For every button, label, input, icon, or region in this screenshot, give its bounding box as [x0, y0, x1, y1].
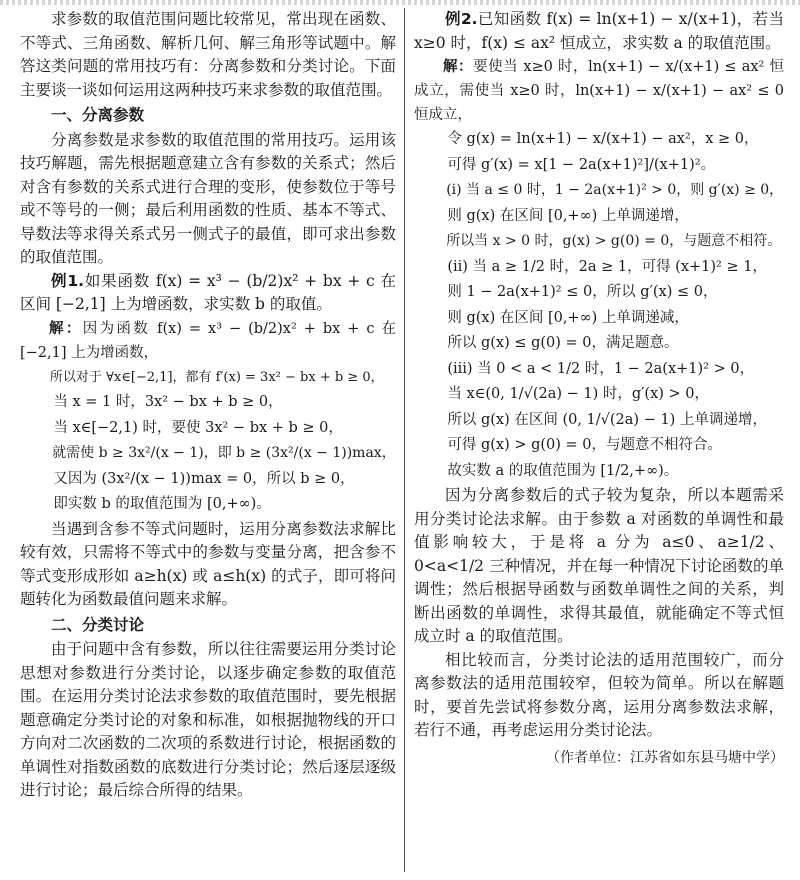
solution-1-line: 所以对于 ∀x∈[−2,1]，都有 f′(x) = 3x² − bx + b ≥ 0， — [49, 369, 384, 385]
intro-paragraph: 求参数的取值范围问题比较常见，常出现在函数、不等式、三角函数、解析几何、解三角形等试题中。解答这类问题的常用技巧有：分离参数和分类讨论。下面主要谈一谈如何运用这两种技巧来求参数的取值范围。 — [20, 10, 396, 99]
discussion-paragraph: 因为分离参数后的式子较为复杂，所以本题需采用分类讨论法求解。由于参数 a 对函数的单调性和最值影响较大，于是将 a 分为 a≤0、a≥1/2、0<a<1/2 三种情况，并在每一种情况下讨论函数的单调性；然后根据导函数与函数单调性之间的关系，判断出函数的单调性，求得其最值，就能确定不等式恒成立时 a 的取值范围。 — [414, 486, 784, 645]
left-column — [20, 8, 396, 876]
solution-2-line: 故实数 a 的取值范围为 [1/2,+∞)。 — [447, 462, 679, 479]
solution-2 — [414, 55, 784, 127]
solution-2-line: 所以当 x > 0 时，g(x) > g(0) = 0，与题意不相符。 — [446, 233, 782, 249]
example-2 — [414, 8, 784, 55]
solution-2-line: 所以 g(x) 在区间 (0, 1/√(2a) − 1) 上单调递增， — [447, 411, 767, 428]
solution-1-first: 因为函数 f(x) = x³ − (b/2)x² + bx + c 在 [−2,1] 上为增函数， — [20, 320, 396, 361]
solution-2-line: 令 g(x) = ln(x+1) − x/(x+1) − ax²，x ≥ 0， — [447, 131, 759, 147]
section-2-text: 由于问题中含有参数，所以往往需要运用分类讨论思想对参数进行分类讨论，以逐步确定参数的取值范围。在运用分类讨论法求参数的取值范围时，要先根据题意确定分类讨论的对象和标准，如根据抛物线的开口方向对二次函数的二次项的系数进行讨论，根据函数的单调性对指数函数的底数进行分类讨论；然后逐层逐级进行讨论；最后综合所得的结果。 — [20, 640, 396, 799]
solution-2-label: 解： — [443, 59, 474, 75]
section-2-title: 二、分类讨论 — [51, 615, 145, 634]
section-1-title: 一、分离参数 — [51, 106, 145, 124]
solution-2-line: 则 g(x) 在区间 [0,+∞) 上单调递增， — [447, 207, 689, 224]
example-2-label: 例2. — [445, 10, 478, 28]
solution-2-line: 则 g(x) 在区间 [0,+∞) 上单调递减， — [447, 309, 689, 326]
example-1-text: 如果函数 f(x) = x³ − (b/2)x² + bx + c 在区间 [−2,1] 上为增函数，求实数 b 的取值。 — [20, 271, 396, 313]
top-border — [0, 0, 800, 5]
example-1 — [20, 270, 396, 317]
solution-2-line: (ⅲ) 当 0 < a < 1/2 时，1 − 2a(x+1)² > 0， — [447, 360, 755, 377]
solution-1 — [20, 317, 396, 365]
solution-1-line: 当 x = 1 时，3x² − bx + b ≥ 0， — [53, 394, 283, 410]
example-2-text: 已知函数 f(x) = ln(x+1) − x/(x+1)，若当 x≥0 时，f(x) ≤ ax² 恒成立，求实数 a 的取值范围。 — [414, 10, 784, 52]
solution-2-first: 要使当 x≥0 时，ln(x+1) − x/(x+1) ≤ ax² 恒成立，需使当 x≥0 时，ln(x+1) − x/(x+1) − ax² ≤ 0 恒成立， — [414, 59, 785, 123]
solution-2-line: (ⅰ) 当 a ≤ 0 时，1 − 2a(x+1)² > 0，则 g′(x) ≥ 0， — [446, 182, 784, 198]
section-1-text: 分离参数是求参数的取值范围的常用技巧。运用该技巧解题，需先根据题意建立含有参数的关系式；然后对含有参数的关系式进行合理的变形，使参数位于等号或不等号的一侧；最后利用函数的性质、基本不等式、导数法等求得关系式另一侧式子的最值，即可求出参数的取值范围。 — [20, 130, 396, 266]
column-divider — [404, 8, 405, 872]
example-1-label: 例1. — [51, 271, 84, 290]
solution-1-line: 当 x∈[−2,1) 时，要使 3x² − bx + b ≥ 0， — [53, 419, 343, 436]
solution-1-line: 即实数 b 的取值范围为 [0,+∞)。 — [53, 496, 271, 512]
solution-2-line: 所以 g(x) ≤ g(0) = 0，满足题意。 — [447, 335, 679, 351]
section-1-summary: 当遇到含参不等式问题时，运用分离参数法求解比较有效，只需将不等式中的参数与变量分离，把含参不等式变形成形如 a≥h(x) 或 a≤h(x) 的式子，即可将问题转化为函数最值问题来求解。 — [20, 519, 396, 608]
solution-1-line: 就需使 b ≥ 3x²/(x − 1)，即 b ≥ (3x²/(x − 1))max， — [52, 445, 396, 461]
solution-2-line: 当 x∈(0, 1/√(2a) − 1) 时，g′(x) > 0， — [447, 386, 710, 402]
conclusion-paragraph: 相比较而言，分类讨论法的适用范围较广，而分离参数法的适用范围较窄，但较为简单。所以在解题时，要首先尝试将参数分离，运用分离参数法求解，若行不通，再考虑运用分类讨论法。 — [414, 650, 784, 739]
author-affiliation: （作者单位：江苏省如东县马塘中学） — [546, 749, 784, 766]
solution-2-line: 则 1 − 2a(x+1)² ≤ 0，所以 g′(x) ≤ 0， — [447, 284, 718, 300]
solution-1-line: 又因为 (3x²/(x − 1))max = 0，所以 b ≥ 0， — [53, 470, 355, 487]
solution-2-line: 可得 g(x) > g(0) = 0，与题意不相符合。 — [447, 437, 723, 453]
right-column — [414, 8, 784, 876]
solution-2-line: 可得 g′(x) = x[1 − 2a(x+1)²]/(x+1)²。 — [447, 156, 716, 173]
solution-2-line: (ⅱ) 当 a ≥ 1/2 时，2a ≥ 1，可得 (x+1)² ≥ 1， — [447, 258, 767, 275]
solution-1-label: 解： — [49, 320, 83, 337]
